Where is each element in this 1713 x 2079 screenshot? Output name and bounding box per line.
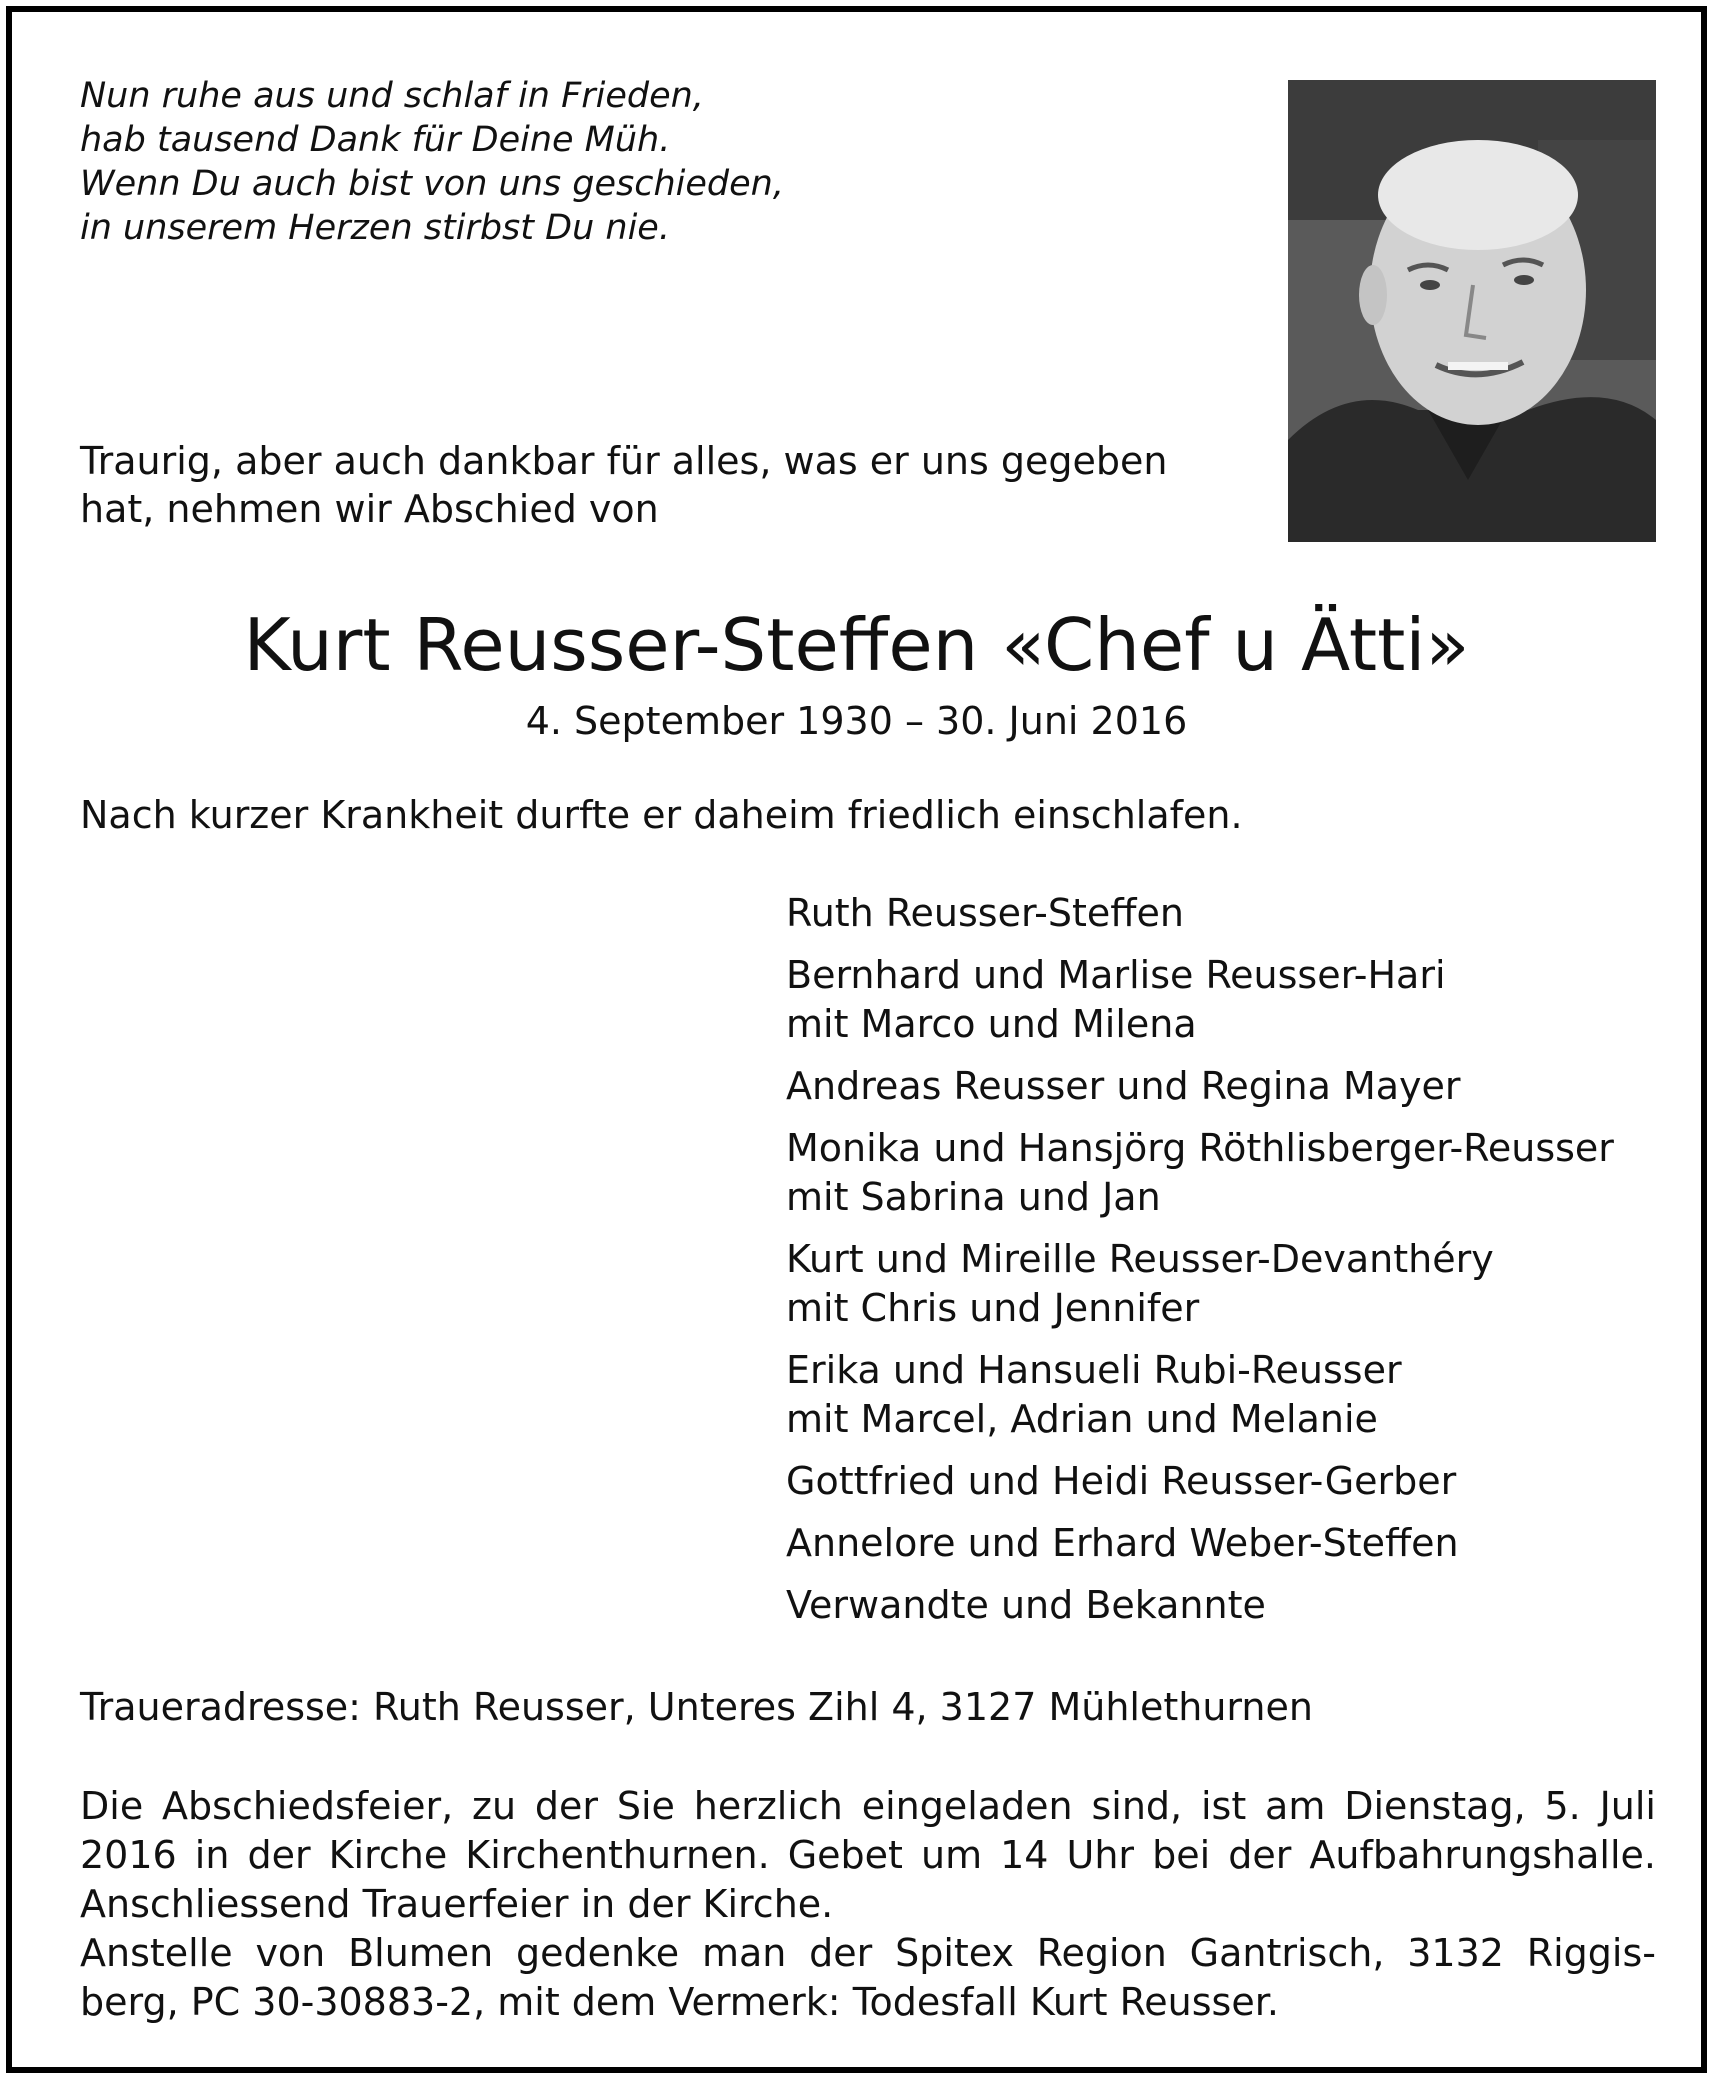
poem-line: Nun ruhe aus und schlaf in Frieden, <box>80 76 704 116</box>
poem-line: Wenn Du auch bist von uns geschieden, <box>80 164 784 204</box>
mourner-group <box>786 1346 1614 1444</box>
mourner-group <box>786 889 1614 938</box>
portrait-photo <box>1288 80 1656 542</box>
intro-line: hat, nehmen wir Abschied von <box>80 487 659 531</box>
ceremony-info <box>80 1782 1656 2027</box>
mourner-group <box>786 1124 1614 1222</box>
mourner-line: Erika und Hansueli Rubi-Reusser <box>786 1348 1402 1392</box>
ceremony-line: Anschliessend Trauerfeier in der Kirche. <box>80 1882 834 1926</box>
mourner-line: Monika und Hansjörg Röthlisberger-Reusser <box>786 1126 1614 1170</box>
ceremony-line: Anstelle von Blumen gedenke man der Spitex Region Gantrisch, 3132 Riggis- <box>80 1931 1656 1975</box>
mourner-line: Annelore und Erhard Weber-Steffen <box>786 1521 1459 1565</box>
deceased-name: Kurt Reusser-Steffen «Chef u Ätti» <box>243 603 1470 687</box>
mourner-line: mit Sabrina und Jan <box>786 1175 1161 1219</box>
mourner-line: Ruth Reusser-Steffen <box>786 891 1184 935</box>
mourner-group <box>786 1235 1614 1333</box>
mourner-line: Verwandte und Bekannte <box>786 1583 1266 1627</box>
mourners-list <box>786 889 1614 1643</box>
mourner-line: mit Chris und Jennifer <box>786 1286 1200 1330</box>
mourner-group <box>786 1062 1614 1111</box>
mourner-line: mit Marcel, Adrian und Melanie <box>786 1397 1378 1441</box>
poem-line: hab tausend Dank für Deine Müh. <box>80 120 671 160</box>
mourner-line: mit Marco und Milena <box>786 1002 1197 1046</box>
mourner-group <box>786 1457 1614 1506</box>
poem <box>80 74 784 250</box>
ceremony-line: 2016 in der Kirche Kirchenthurnen. Gebet um 14 Uhr bei der Aufbahrungshalle. <box>80 1833 1656 1877</box>
death-note: Nach kurzer Krankheit durfte er daheim friedlich einschlafen. <box>80 793 1243 837</box>
mourner-group <box>786 1581 1614 1630</box>
mourner-line: Bernhard und Marlise Reusser-Hari <box>786 953 1446 997</box>
ceremony-line: berg, PC 30-30883-2, mit dem Vermerk: Todesfall Kurt Reusser. <box>80 1980 1279 2024</box>
mourner-line: Gottfried und Heidi Reusser-Gerber <box>786 1459 1457 1503</box>
obituary-frame <box>6 6 1707 2073</box>
intro-line: Traurig, aber auch dankbar für alles, was er uns gegeben <box>80 439 1168 483</box>
intro-text <box>80 437 1167 533</box>
mourner-line: Kurt und Mireille Reusser-Devanthéry <box>786 1237 1494 1281</box>
mourner-line: Andreas Reusser und Regina Mayer <box>786 1064 1461 1108</box>
mourning-address: Traueradresse: Ruth Reusser, Unteres Zihl 4, 3127 Mühlethurnen <box>80 1685 1313 1729</box>
life-dates: 4. September 1930 – 30. Juni 2016 <box>525 699 1188 743</box>
mourner-group <box>786 1519 1614 1568</box>
poem-line: in unserem Herzen stirbst Du nie. <box>80 208 670 248</box>
ceremony-line: Die Abschiedsfeier, zu der Sie herzlich eingeladen sind, ist am Dienstag, 5. Juli <box>80 1784 1656 1828</box>
mourner-group <box>786 951 1614 1049</box>
